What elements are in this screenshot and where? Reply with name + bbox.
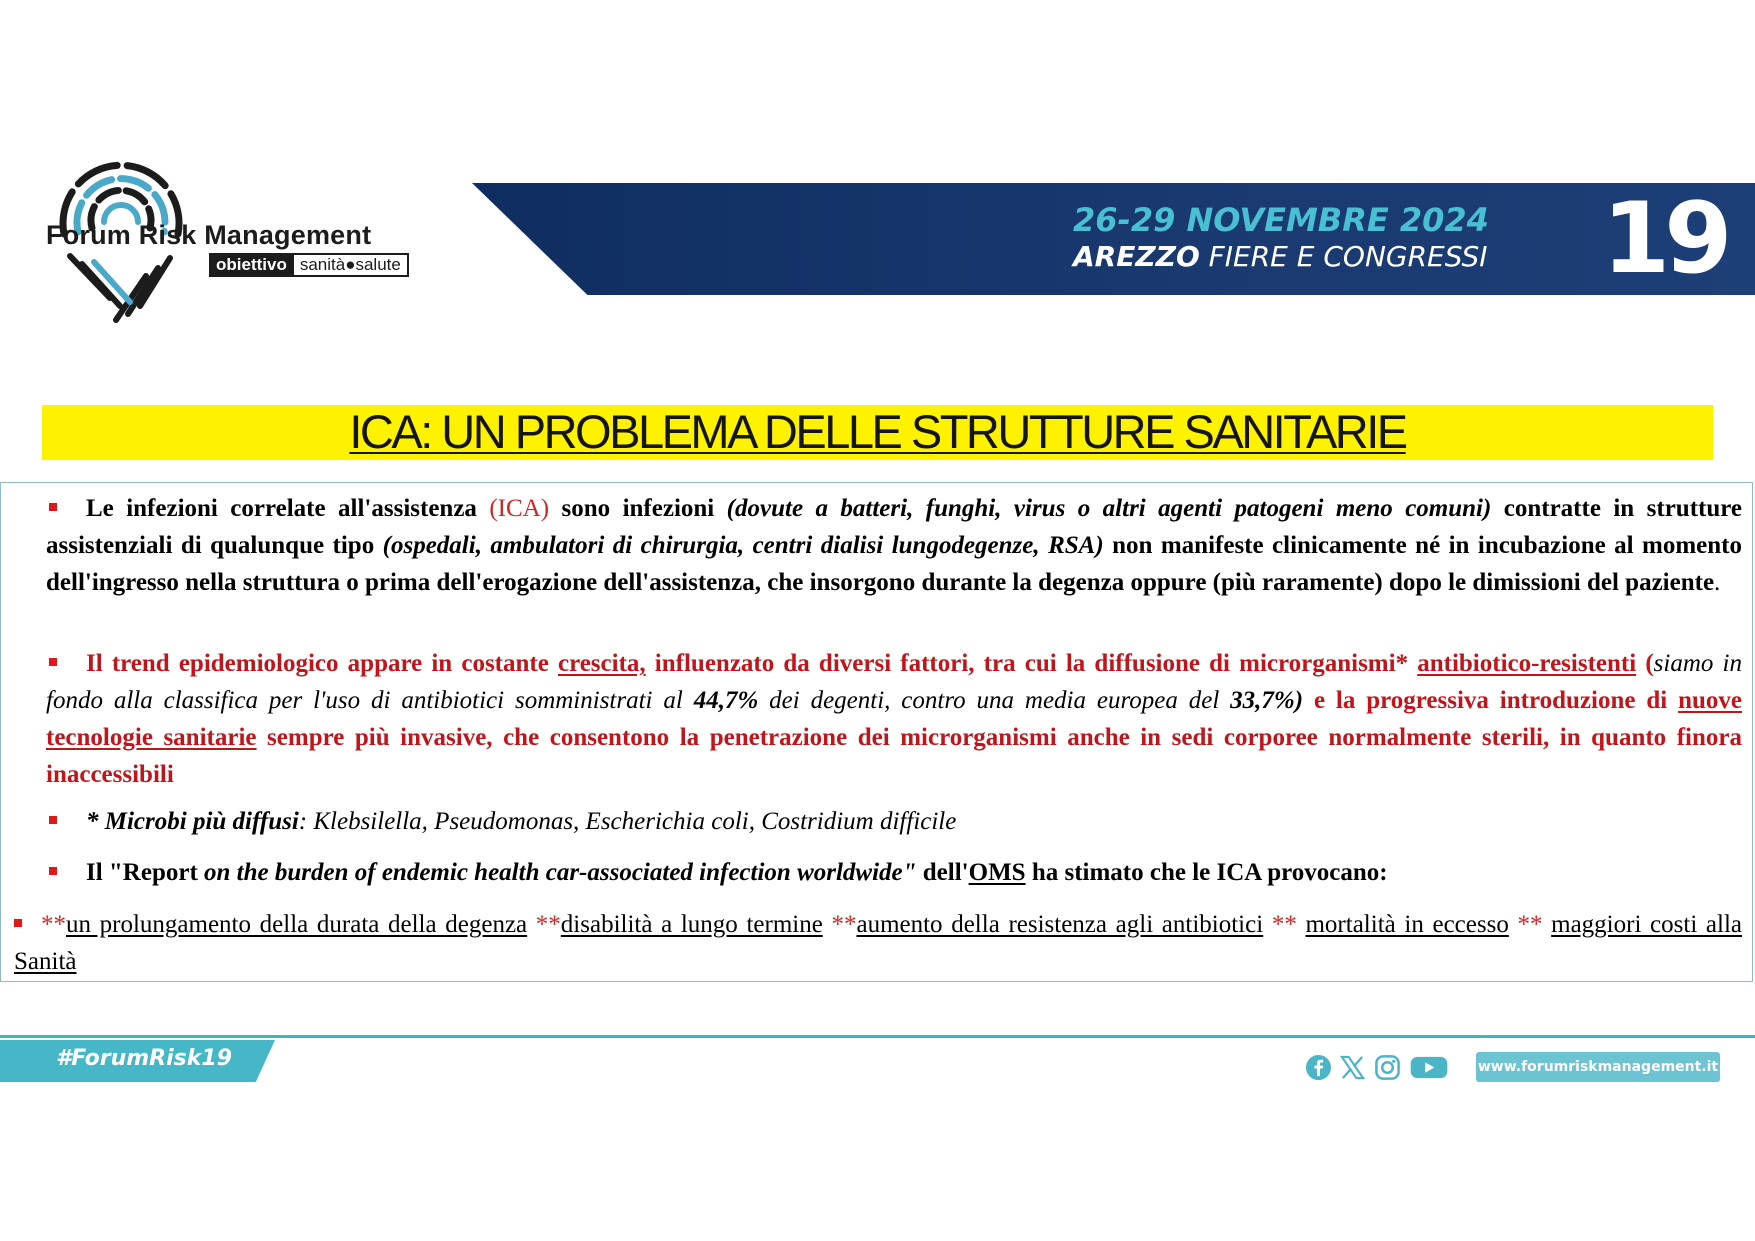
text-span: ( xyxy=(1636,650,1654,677)
text-span: dell' xyxy=(916,859,969,886)
text-span: sempre più invasive, che consentono la penetrazione dei microrganismi anche in sedi corporee normalmente sterili, in quanto finora inaccessibili xyxy=(46,724,1742,788)
ica-acronym: (ICA) xyxy=(489,495,550,522)
x-icon[interactable] xyxy=(1339,1054,1366,1081)
slide-title-text: ICA: UN PROBLEMA DELLE STRUTTURE SANITARIE xyxy=(349,405,1406,458)
paragraph-ica-definition xyxy=(46,490,1742,601)
text-span: un prolungamento della durata della degenza xyxy=(66,911,528,938)
banner-venue-city: AREZZO xyxy=(1073,240,1200,273)
bullet-square-icon xyxy=(14,919,22,927)
separator: ** xyxy=(527,911,561,938)
slide-title xyxy=(0,403,1755,461)
text-span: 33,7%) xyxy=(1230,687,1304,714)
text-span: sono infezioni xyxy=(549,495,727,522)
text-span: . xyxy=(1714,569,1721,596)
text-span: on the burden of endemic health car-associated infection worldwide" xyxy=(204,859,917,886)
separator: ** xyxy=(1508,911,1552,938)
separator: ** xyxy=(41,911,66,938)
banner-edition-number: 19 xyxy=(1602,182,1727,296)
text-span: (dovute a batteri, funghi, virus o altri agenti patogeni meno comuni) xyxy=(726,495,1492,522)
youtube-icon[interactable] xyxy=(1409,1054,1449,1081)
logo-tagline-dark: obiettivo xyxy=(209,253,294,277)
text-span: * Microbi più diffusi xyxy=(86,808,299,835)
text-span: 44,7% xyxy=(693,687,759,714)
text-span: antibiotico-resistenti xyxy=(1417,650,1637,677)
logo-tagline xyxy=(209,253,409,277)
separator: ** xyxy=(1263,911,1306,938)
text-span: disabilità a lungo termine xyxy=(560,911,823,938)
text-span: mortalità in eccesso xyxy=(1305,911,1509,938)
text-span: : Klebsilella, Pseudomonas, Escherichia coli, Costridium difficile xyxy=(298,808,957,835)
paragraph-trend xyxy=(46,645,1742,793)
hashtag: #ForumRisk19 xyxy=(56,1046,232,1071)
banner-venue-rest: FIERE E CONGRESSI xyxy=(1199,240,1488,273)
text-span: nuove tecnologie sanitarie xyxy=(46,687,1742,751)
text-span: Le infezioni correlate all'assistenza xyxy=(86,495,490,522)
paragraph-oms-report xyxy=(46,854,1742,891)
banner-venue xyxy=(1073,240,1488,273)
event-banner xyxy=(472,183,1755,295)
facebook-icon[interactable] xyxy=(1305,1054,1332,1081)
bullet-square-icon xyxy=(49,503,57,511)
footer-divider xyxy=(0,1035,1755,1038)
bullet-square-icon xyxy=(49,867,57,875)
text-span: influenzato da diversi fattori, tra cui la diffusione di microrganismi* xyxy=(645,650,1418,677)
text-span: Il trend epidemiologico appare in costante xyxy=(86,650,558,677)
bullet-square-icon xyxy=(49,816,57,824)
text-span: dei degenti, contro una media europea del xyxy=(758,687,1231,714)
text-span: crescita, xyxy=(557,650,646,677)
text-span: non manifeste clinicamente né in incubazione al momento dell'ingresso nella struttura o prima dell'erogazione dell'assistenza, che insorgono durante la degenza oppure (più raramente) dopo le dimissioni del paziente xyxy=(46,532,1742,596)
separator: ** xyxy=(822,911,857,938)
instagram-icon[interactable] xyxy=(1374,1054,1401,1081)
text-span: e la progressiva introduzione di xyxy=(1303,687,1679,714)
bullet-square-icon xyxy=(49,658,57,666)
text-span: aumento della resistenza agli antibiotici xyxy=(856,911,1264,938)
website-link[interactable]: www.forumriskmanagement.it xyxy=(1477,1059,1719,1075)
logo-tagline-light: sanità●salute xyxy=(294,253,409,277)
logo-title: Forum Risk Management xyxy=(46,220,372,250)
paragraph-consequences xyxy=(14,906,1742,980)
text-span: contratte in strutture assistenziali di qualunque tipo xyxy=(46,495,1742,559)
text-span: OMS xyxy=(968,859,1026,886)
paragraph-microbes xyxy=(46,803,1742,840)
text-span: Il "Report xyxy=(86,859,205,886)
text-span: maggiori costi alla Sanità xyxy=(14,911,1743,975)
banner-date: 26-29 NOVEMBRE 2024 xyxy=(1073,201,1489,239)
text-span: (ospedali, ambulatori di chirurgia, centri dialisi lungodegenze, RSA) xyxy=(382,532,1104,559)
text-span: ha stimato che le ICA provocano: xyxy=(1025,859,1388,886)
text-span: siamo in fondo alla classifica per l'uso di antibiotici somministrati al xyxy=(46,650,1742,714)
